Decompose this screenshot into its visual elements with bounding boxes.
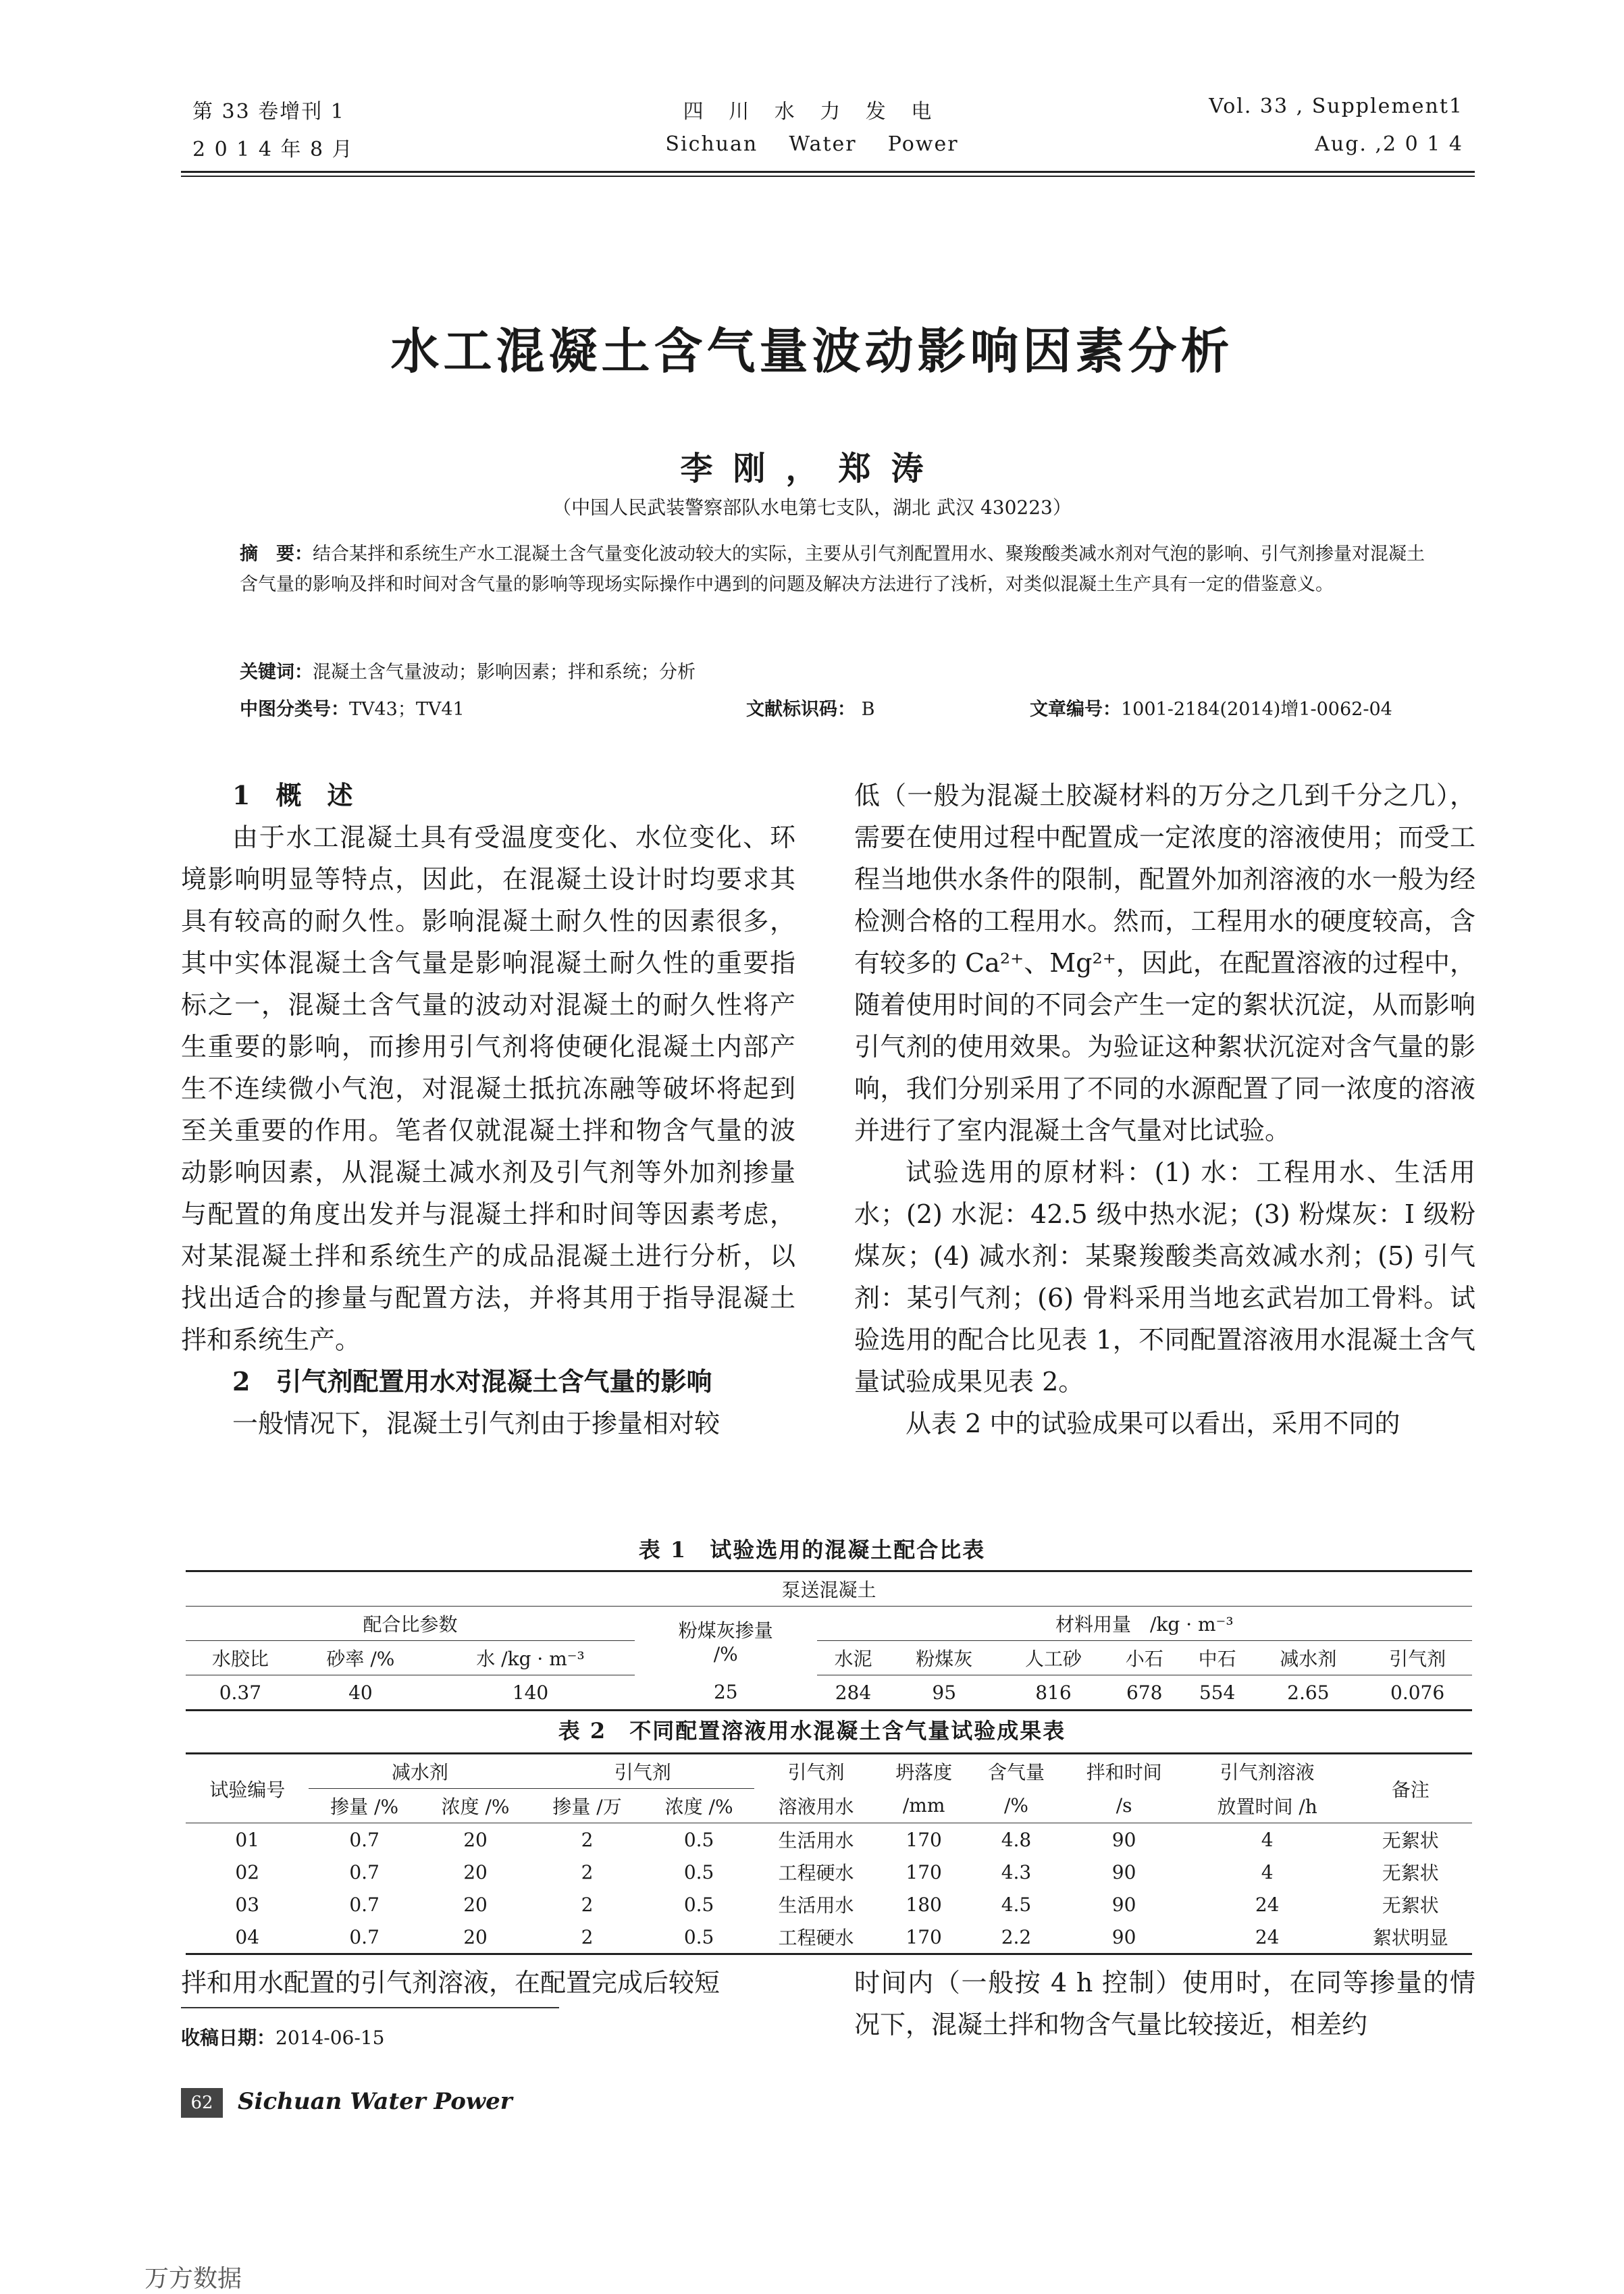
table-2-cell: 180 <box>906 1893 942 1916</box>
table-1-cell: 95 <box>889 1675 999 1711</box>
table-1-cell: 140 <box>426 1675 635 1711</box>
table-2-header-slump: 坍落度 <box>878 1754 970 1789</box>
table-2-cell: 生活用水 <box>778 1829 854 1852</box>
right-paragraph-1: 低（一般为混凝土胶凝材料的万分之几到千分之几），需要在使用过程中配置成一定浓度的溶液使用；而受工程当地供水条件的限制，配置外加剂溶液的水一般为经检测合格的工程用水。然而，工程用水的硬度较高，含有较多的 Ca²⁺、Mg²⁺，因此，在配置溶液的过程中，随着使用时间的不同会产生一定的絮状沉淀，从而影响引气剂的使用效果。为验证这种絮状沉淀对含气量的影响，我们分别采用了不同的水源配置了同一浓度的溶液并进行了室内混凝土含气量对比试验。 <box>854 781 1475 1145</box>
table-1-col: 人工砂 <box>999 1641 1108 1675</box>
received-label: 收稿日期： <box>181 2027 276 2049</box>
abstract <box>240 539 1428 600</box>
table-2-sub: 浓度 /% <box>420 1789 531 1823</box>
flyash-unit: /% <box>713 1643 738 1666</box>
table-1-cell: 678 <box>1108 1675 1181 1711</box>
keywords <box>240 657 1428 687</box>
table-2-cell: 无絮状 <box>1382 1862 1439 1884</box>
table-1-col: 小石 <box>1108 1641 1181 1675</box>
table-1-col: 减水剂 <box>1253 1641 1363 1675</box>
table-2-cell: 170 <box>906 1860 942 1883</box>
table-2-cell: 生活用水 <box>778 1894 854 1917</box>
table-1-row <box>186 1675 1472 1711</box>
table-2-cell: 4 <box>1261 1860 1274 1883</box>
table-2-cell: 90 <box>1111 1893 1136 1916</box>
table-2-cell: 无絮状 <box>1382 1829 1439 1852</box>
article-no-label: 文章编号： <box>1030 699 1121 720</box>
table-2-row <box>186 1888 1472 1921</box>
abstract-text: 结合某拌和系统生产水工混凝土含气量变化波动较大的实际，主要从引气剂配置用水、聚羧酸类减水剂对气泡的影响、引气剂掺量对混凝土含气量的影响及拌和时间对含气量的影响等现场实际操作中遇到的问题及解决方法进行了浅析，对类似混凝土生产具有一定的借鉴意义。 <box>240 544 1425 595</box>
table-2-cell: 4.5 <box>1001 1893 1032 1916</box>
table-2-header-note: 备注 <box>1348 1754 1472 1823</box>
keywords-text: 混凝土含气量波动；影响因素；拌和系统；分析 <box>313 662 696 683</box>
table-2-cell: 20 <box>463 1893 488 1916</box>
table-1-cell: 0.37 <box>186 1675 295 1711</box>
table-2-sub: 浓度 /% <box>644 1789 754 1823</box>
table-1-cell: 554 <box>1181 1675 1254 1711</box>
footer-journal: Sichuan Water Power <box>238 2088 513 2115</box>
section-2-paragraph: 一般情况下，混凝土引气剂由于掺量相对较 <box>232 1409 721 1438</box>
table-2-cell: 170 <box>906 1828 942 1851</box>
table-2-cell: 20 <box>420 1921 531 1954</box>
table-1-cell: 816 <box>999 1675 1108 1711</box>
table-2-cell: 90 <box>1111 1828 1136 1851</box>
issue-date-en: Aug. ,2 0 1 4 <box>1315 132 1463 156</box>
table-2-cell: 2 <box>581 1860 594 1883</box>
table-1-cell: 0.076 <box>1363 1675 1472 1711</box>
right-paragraph-2: 试验选用的原材料：(1) 水：工程用水、生活用水；(2) 水泥：42.5 级中热水泥；(3) 粉煤灰：I 级粉煤灰；(4) 减水剂：某聚羧酸类高效减水剂；(5) 引气剂：某引气剂；(6) 骨料采用当地玄武岩加工骨料。试验选用的配合比见表 1，不同配置溶液用水混凝土含气量试验成果见表 2。 <box>854 1157 1475 1397</box>
table-2-cell: 4.8 <box>1001 1828 1032 1851</box>
article-number <box>1030 694 1435 725</box>
table-2-cell: 0.7 <box>349 1893 379 1916</box>
table-2-cell: 0.5 <box>683 1893 714 1916</box>
table-2-header-water: 引气剂 <box>754 1754 877 1789</box>
table-2-sub: /mm <box>878 1789 970 1823</box>
table-2-sub: 放置时间 /h <box>1186 1789 1349 1823</box>
page-number: 62 <box>181 2088 223 2118</box>
table-2-cell: 2.2 <box>970 1921 1063 1954</box>
table-2-row <box>186 1921 1472 1954</box>
table-2-cell: 02 <box>235 1860 260 1883</box>
table-2-cell: 24 <box>1186 1921 1349 1954</box>
header-rule <box>181 171 1475 173</box>
table-2-cell: 24 <box>1255 1893 1280 1916</box>
table-2-cell: 20 <box>463 1828 488 1851</box>
doc-code <box>746 694 1016 725</box>
table-1-header-material: 材料用量 /kg · m⁻³ <box>817 1607 1472 1641</box>
table-2-cell: 4.3 <box>1001 1860 1032 1883</box>
table-2-cell: 170 <box>878 1921 970 1954</box>
table-1-col: 水泥 <box>817 1641 890 1675</box>
abstract-label: 摘 要： <box>240 544 313 565</box>
right-column <box>854 775 1475 1444</box>
table-2-cell: 2 <box>531 1921 644 1954</box>
clc-value: TV43；TV41 <box>349 699 465 720</box>
table-2-cell: 04 <box>186 1921 309 1954</box>
table-1-group-header: 泵送混凝土 <box>186 1571 1472 1607</box>
table-1-col: 水 /kg · m⁻³ <box>426 1641 635 1675</box>
table-2-cell: 0.5 <box>644 1921 754 1954</box>
journal-name-cn: 四 川 水 力 发 电 <box>683 100 941 124</box>
table-2-sub: 溶液用水 <box>754 1789 877 1823</box>
table-2-cell: 无絮状 <box>1382 1894 1439 1917</box>
table-1-col: 引气剂 <box>1363 1641 1472 1675</box>
table-2-header-mixtime: 拌和时间 <box>1062 1754 1185 1789</box>
table-2-cell: 01 <box>235 1828 260 1851</box>
journal-name-en: Sichuan Water Power <box>665 132 959 156</box>
article-no-value: 1001-2184(2014)增1-0062-04 <box>1121 699 1392 720</box>
doc-code-label: 文献标识码： <box>746 699 856 720</box>
table-2-cell: 03 <box>235 1893 260 1916</box>
authors: 李刚，郑涛 <box>680 450 944 488</box>
table-1-header-mix: 配合比参数 <box>186 1607 635 1641</box>
table-2-header-aea: 引气剂 <box>531 1754 754 1789</box>
table-2-cell: 0.7 <box>349 1828 379 1851</box>
table-2-cell: 2 <box>581 1828 594 1851</box>
table-2-cell: 0.5 <box>683 1828 714 1851</box>
clc-label: 中图分类号： <box>240 699 349 720</box>
table-2-caption: 表 2 不同配置溶液用水混凝土含气量试验成果表 <box>558 1718 1066 1744</box>
table-2-sub: /% <box>970 1789 1063 1823</box>
table-1-col: 砂率 /% <box>295 1641 426 1675</box>
table-2-cell: 4 <box>1261 1828 1274 1851</box>
footnote-rule <box>181 2007 559 2008</box>
affiliation: （中国人民武装警察部队水电第七支队，湖北 武汉 430223） <box>552 496 1072 519</box>
table-1-caption: 表 1 试验选用的混凝土配合比表 <box>638 1537 986 1563</box>
table-2-sub: /s <box>1062 1789 1185 1823</box>
table-2-row <box>186 1823 1472 1856</box>
table-1-col: 粉煤灰 <box>889 1641 999 1675</box>
watermark: 万方数据 <box>145 2265 242 2293</box>
section-2-heading: 2 引气剂配置用水对混凝土含气量的影响 <box>232 1366 712 1397</box>
flyash-label: 粉煤灰掺量 <box>678 1619 773 1642</box>
right-paragraph-3: 从表 2 中的试验成果可以看出，采用不同的 <box>906 1409 1400 1438</box>
table-2-sub: 掺量 /万 <box>531 1789 644 1823</box>
table-2-header-air: 含气量 <box>970 1754 1063 1789</box>
table-2-cell: 絮状明显 <box>1348 1921 1472 1954</box>
received-date <box>181 2023 384 2050</box>
table-2-cell: 2 <box>581 1893 594 1916</box>
table-1-cell: 2.65 <box>1253 1675 1363 1711</box>
table-2-header-no: 试验编号 <box>186 1754 309 1823</box>
article-title: 水工混凝土含气量波动影响因素分析 <box>390 323 1234 380</box>
table-2-header-reducer: 减水剂 <box>309 1754 531 1789</box>
table-2-cell: 90 <box>1111 1860 1136 1883</box>
table-1 <box>186 1570 1472 1711</box>
table-2-cell: 0.7 <box>309 1921 419 1954</box>
table-2 <box>186 1752 1472 1955</box>
table-2-header-placetime: 引气剂溶液 <box>1186 1754 1349 1789</box>
right-bottom-paragraph: 时间内（一般按 4 h 控制）使用时，在同等掺量的情况下，混凝土拌和物含气量比较接近，相差约 <box>854 1968 1475 2039</box>
table-1-cell: 284 <box>817 1675 890 1711</box>
received-value: 2014-06-15 <box>276 2027 385 2049</box>
section-1-heading: 1 概 述 <box>232 780 353 810</box>
table-1-col: 水胶比 <box>186 1641 295 1675</box>
doc-code-value: B <box>861 699 875 720</box>
table-2-sub: 掺量 /% <box>309 1789 419 1823</box>
table-2-cell: 工程硬水 <box>754 1921 877 1954</box>
table-2-cell: 工程硬水 <box>778 1862 854 1884</box>
volume-info: 第 33 卷增刊 1 <box>192 100 345 124</box>
table-2-cell: 0.5 <box>683 1860 714 1883</box>
table-2-cell: 0.7 <box>349 1860 379 1883</box>
table-1-cell: 40 <box>295 1675 426 1711</box>
section-1-paragraph: 由于水工混凝土具有受温度变化、水位变化、环境影响明显等特点，因此，在混凝土设计时均要求其具有较高的耐久性。影响混凝土耐久性的因素很多，其中实体混凝土含气量是影响混凝土耐久性的重要指标之一，混凝土含气量的波动对混凝土的耐久性将产生重要的影响，而掺用引气剂将使硬化混凝土内部产生不连续微小气泡，对混凝土抵抗冻融等破坏将起到至关重要的作用。笔者仅就混凝土拌和物含气量的波动影响因素，从混凝土减水剂及引气剂等外加剂掺量与配置的角度出发并与混凝土拌和时间等因素考虑，对某混凝土拌和系统生产的成品混凝土进行分析，以找出适合的掺量与配置方法，并将其用于指导混凝土拌和系统生产。 <box>181 823 795 1355</box>
table-1-header-flyash <box>635 1607 817 1675</box>
table-2-cell: 20 <box>463 1860 488 1883</box>
left-bottom-text: 拌和用水配置的引气剂溶液，在配置完成后较短 <box>181 1968 721 1998</box>
volume-info-en: Vol. 33 , Supplement1 <box>1209 95 1463 118</box>
table-2-row <box>186 1856 1472 1888</box>
header-rule-thin <box>181 176 1475 177</box>
table-2-cell: 90 <box>1062 1921 1185 1954</box>
right-bottom-text <box>854 1962 1475 2045</box>
table-1-cell: 25 <box>635 1675 817 1711</box>
left-column <box>181 775 795 1444</box>
keywords-label: 关键词： <box>240 662 313 683</box>
issue-date: 2 0 1 4 年 8 月 <box>192 138 354 161</box>
table-1-col: 中石 <box>1181 1641 1254 1675</box>
